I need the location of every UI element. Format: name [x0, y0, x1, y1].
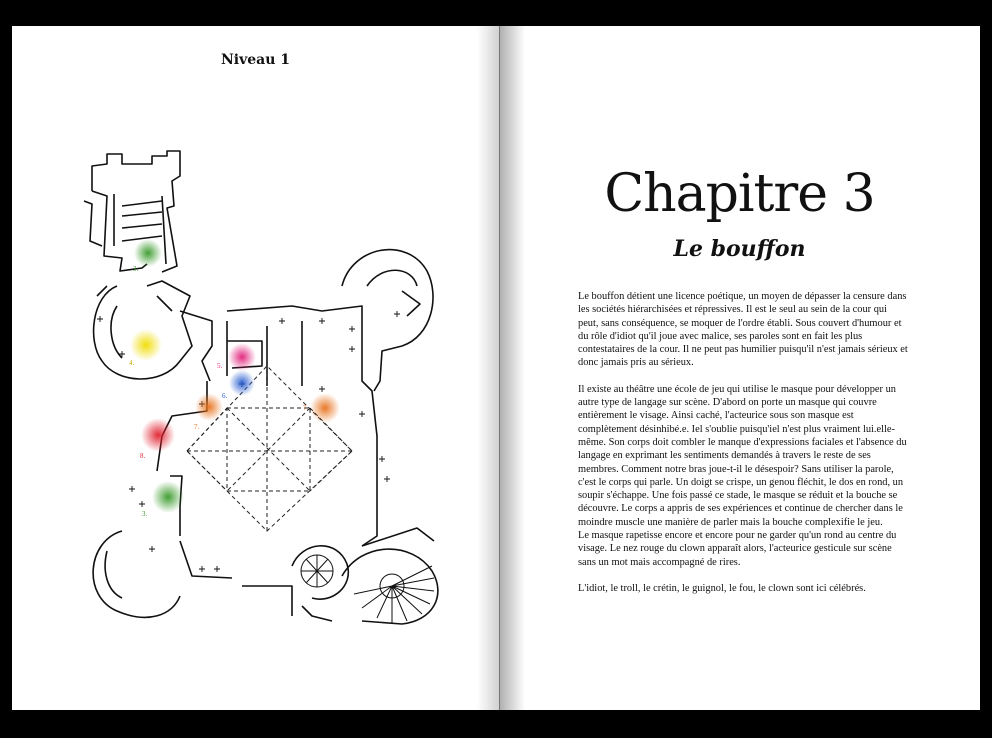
book-spread [12, 26, 980, 710]
chapter-body [578, 290, 908, 608]
marker-label: 6. [222, 392, 228, 400]
marker-label: 4. [129, 359, 135, 367]
paragraph: L'idiot, le troll, le crétin, le guignol, le fou, le clown sont ici célébrés. [578, 582, 866, 594]
marker-red [141, 418, 175, 452]
marker-label: 7. [303, 404, 309, 412]
marker-label: 3. [133, 265, 139, 273]
marker-orange-left [195, 393, 223, 421]
paragraph: Le masque rapetisse encore et encore pour ne garder qu'un rond au centre du visage. Le nez rouge du clown apparaît alors, l'acteurice gesticule sur scène sans un mot mais accompagné de rires. [578, 530, 897, 568]
marker-green-bottom [152, 481, 184, 513]
left-page [12, 26, 499, 710]
marker-label: 3. [142, 510, 148, 518]
chapter-subtitle: Le bouffon [673, 236, 806, 262]
marker-green-top [134, 239, 162, 267]
marker-yellow [130, 329, 162, 361]
marker-label: 7. [194, 423, 200, 431]
right-page [499, 26, 980, 710]
book-gutter [499, 26, 500, 710]
level-title: Niveau 1 [220, 52, 291, 68]
marker-pink [228, 343, 256, 371]
marker-label: 8. [140, 452, 146, 460]
chapter-title: Chapitre 3 [604, 164, 875, 224]
floor-plan-map [62, 146, 442, 626]
gutter-shadow [477, 26, 499, 710]
marker-blue [229, 370, 255, 396]
marker-orange-right [310, 393, 340, 423]
paragraph: Il existe au théâtre une école de jeu qui utilise le masque pour développer un autre type de langage sur scène. D'abord on porte un masque qui couvre entièrement le visage. Ainsi caché, l'acteurice sous son masque est complètement désinhibé.e. Iel s'oublie puisqu'iel n'est plus vraiment lui.elle-même. Son corps doit combler le manque d'expressions faciales et l'absence du langage en exprimant les sentiments demandés à travers le reste de ses membres. Comment notre bras joue-t-il le désespoir? Sans utiliser la parole, c'est le corps qui parle. Un doigt se crispe, un genou fléchit, le dos en rond, un soupir s'échappe. Une fois passé ce stade, le masque se réduit et la bouche se découvre. Le corps a appris de ses expériences et continue de chercher dans le moindre muscle une manière de parler mais la bouche complexifie le jeu. [578, 383, 907, 528]
gutter-shadow [499, 26, 525, 710]
marker-label: 5. [217, 362, 223, 370]
paragraph: Le bouffon détient une licence poétique, un moyen de dépasser la censure dans les sociétés hiérarchisées et répressives. Il est le seul au sein de la cour qui peut, sans conséquence, se moquer de l'ordre établi. Sous couvert d'humour et du rôle d'idiot qu'il joue avec malice, ses paroles sont en fait les plus contestataires de la cour. Il ne peut pas humilier puisqu'il n'est jamais sérieux et donc jamais pris au sérieux. [578, 291, 908, 369]
